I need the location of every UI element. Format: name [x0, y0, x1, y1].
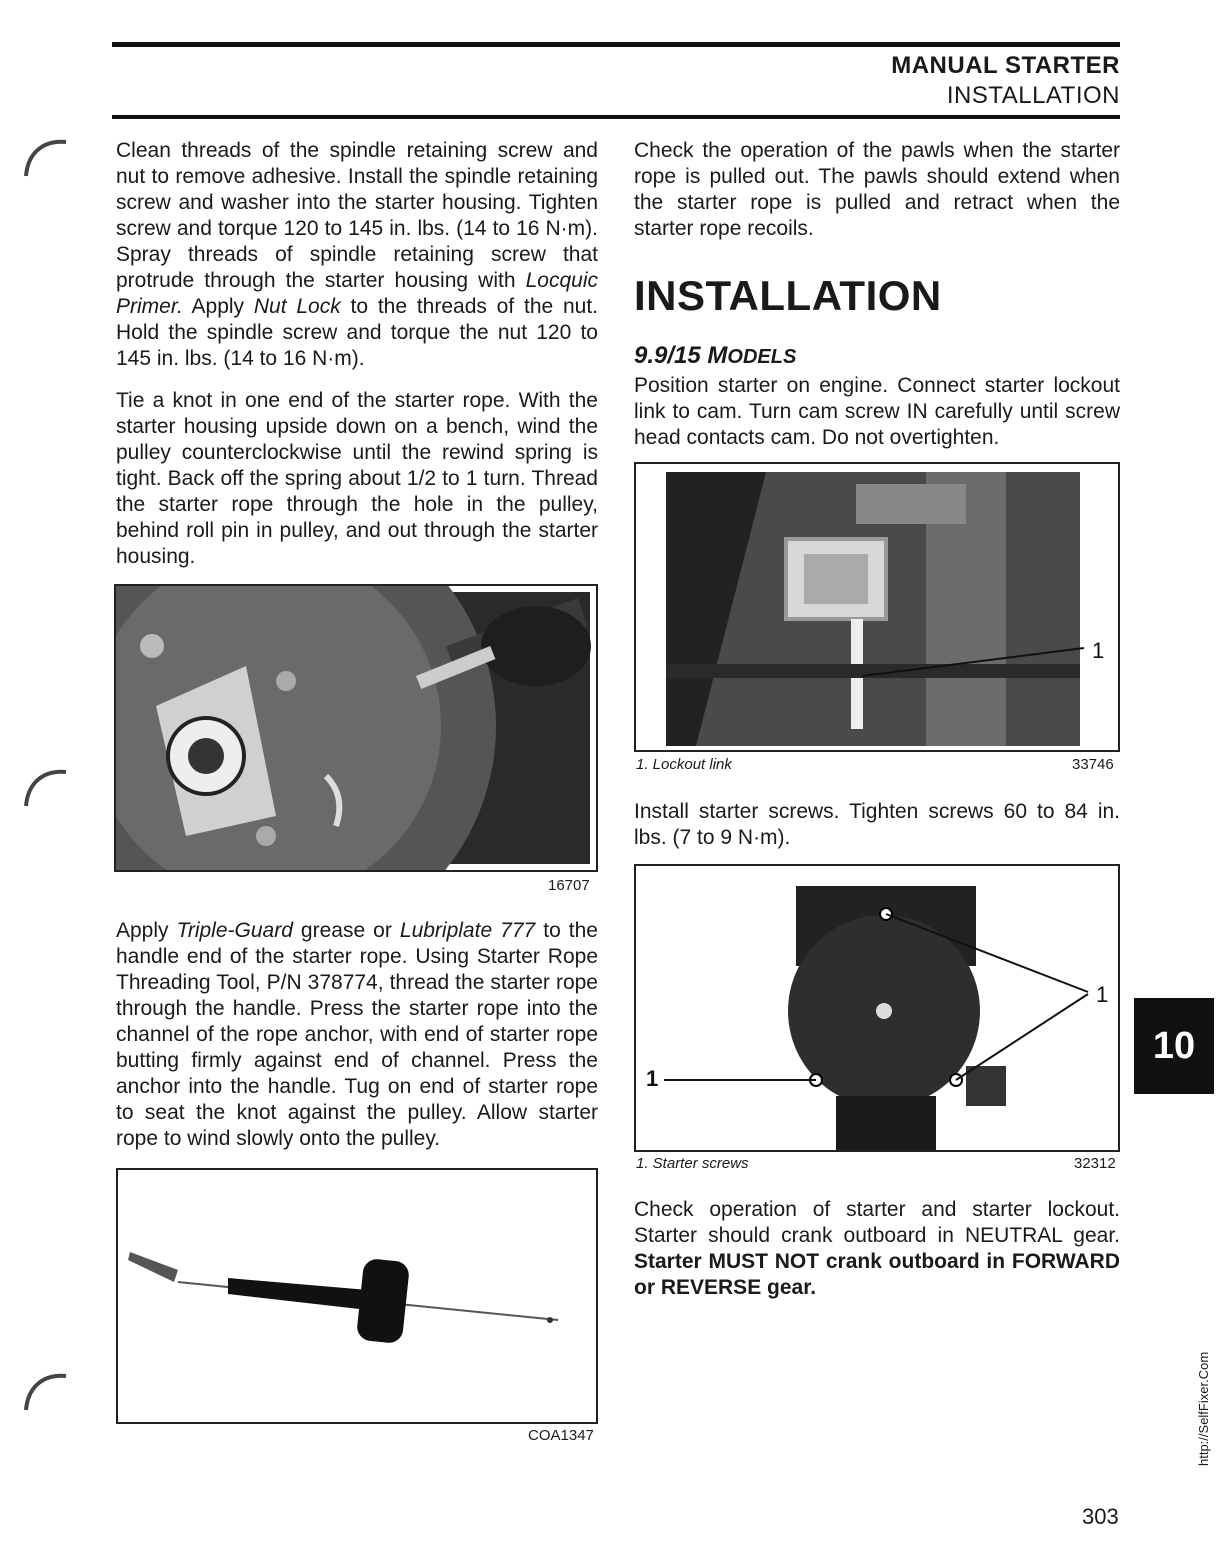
paragraph-check-operation: Check operation of starter and starter lockout. Starter should crank outboard in NEUTRAL gear. Starter MUST NOT crank outboard in FORWARD or REVERSE gear.	[634, 1198, 1120, 1299]
binder-mark	[22, 138, 68, 178]
section-subtitle: INSTALLATION	[946, 82, 1120, 109]
figure-number: 33746	[1072, 756, 1114, 773]
figure-lockout-link	[634, 462, 1120, 752]
paragraph-position-starter: Position starter on engine. Connect starter lockout link to cam. Turn cam screw IN carefully until screw head contacts cam. Do not overtighten.	[634, 374, 1120, 449]
figure-caption: 1. Lockout link	[636, 756, 732, 773]
callout-1-left: 1	[646, 1066, 659, 1091]
header-top-rule	[112, 42, 1120, 47]
figure-number: COA1347	[528, 1427, 594, 1444]
figure-starter-screws	[634, 864, 1120, 1152]
page-number: 303	[1082, 1504, 1119, 1529]
paragraph-check-pawls: Check the operation of the pawls when the starter rope is pulled out. The pawls should extend when the starter rope is pulled and retract when the starter rope recoils.	[634, 139, 1120, 240]
side-url: http://SelfFixer.Com	[1196, 1351, 1211, 1466]
figure-number: 32312	[1074, 1155, 1116, 1172]
binder-mark	[22, 1372, 68, 1412]
paragraph-apply-grease: Apply Triple-Guard grease or Lubriplate 777 to the handle end of the starter rope. Using Starter Rope Threading Tool, P/N 378774, thread the starter rope through the handle. Press the starter rope into the channel of the rope anchor, with end of starter rope butting firmly against end of channel. Press the anchor into the handle. Tug on end of starter rope to seat the knot against the pulley. Allow starter rope to wind slowly onto the pulley.	[116, 919, 598, 1150]
paragraph-tie-knot: Tie a knot in one end of the starter rope. With the starter housing upside down on a bench, wind the pulley counterclockwise until the rewind spring is tight. Back off the spring about 1/2 to 1 turn. Thread the starter rope through the hole in the pulley, behind roll pin in pulley, and out through the starter housing.	[116, 389, 598, 568]
figure-starter-housing	[114, 584, 598, 872]
callout-1-right: 1	[1096, 982, 1109, 1007]
binder-mark	[22, 768, 68, 808]
callout-1: 1	[1092, 638, 1105, 663]
figure-number: 16707	[548, 877, 590, 894]
paragraph-install-screws: Install starter screws. Tighten screws 60 to 84 in. lbs. (7 to 9 N·m).	[634, 800, 1120, 849]
heading-installation: INSTALLATION	[634, 272, 942, 319]
figure-caption: 1. Starter screws	[636, 1155, 749, 1172]
header-bottom-rule	[112, 115, 1120, 119]
section-title: MANUAL STARTER	[891, 52, 1120, 79]
subheading-models: 9.9/15 MODELS	[634, 342, 797, 369]
paragraph-clean-threads: Clean threads of the spindle retaining screw and nut to remove adhesive. Install the spindle retaining screw and washer into the starter housing. Tighten screw and torque 120 to 145 in. lbs. (14 to 16 N·m). Spray threads of spindle retaining screw that protrude through the starter housing with Locquic Primer. Apply Nut Lock to the threads of the nut. Hold the spindle screw and torque the nut 120 to 145 in. lbs. (14 to 16 N·m).	[116, 139, 599, 370]
chapter-tab: 10	[1134, 998, 1214, 1094]
figure-rope-threading-tool	[116, 1168, 598, 1424]
